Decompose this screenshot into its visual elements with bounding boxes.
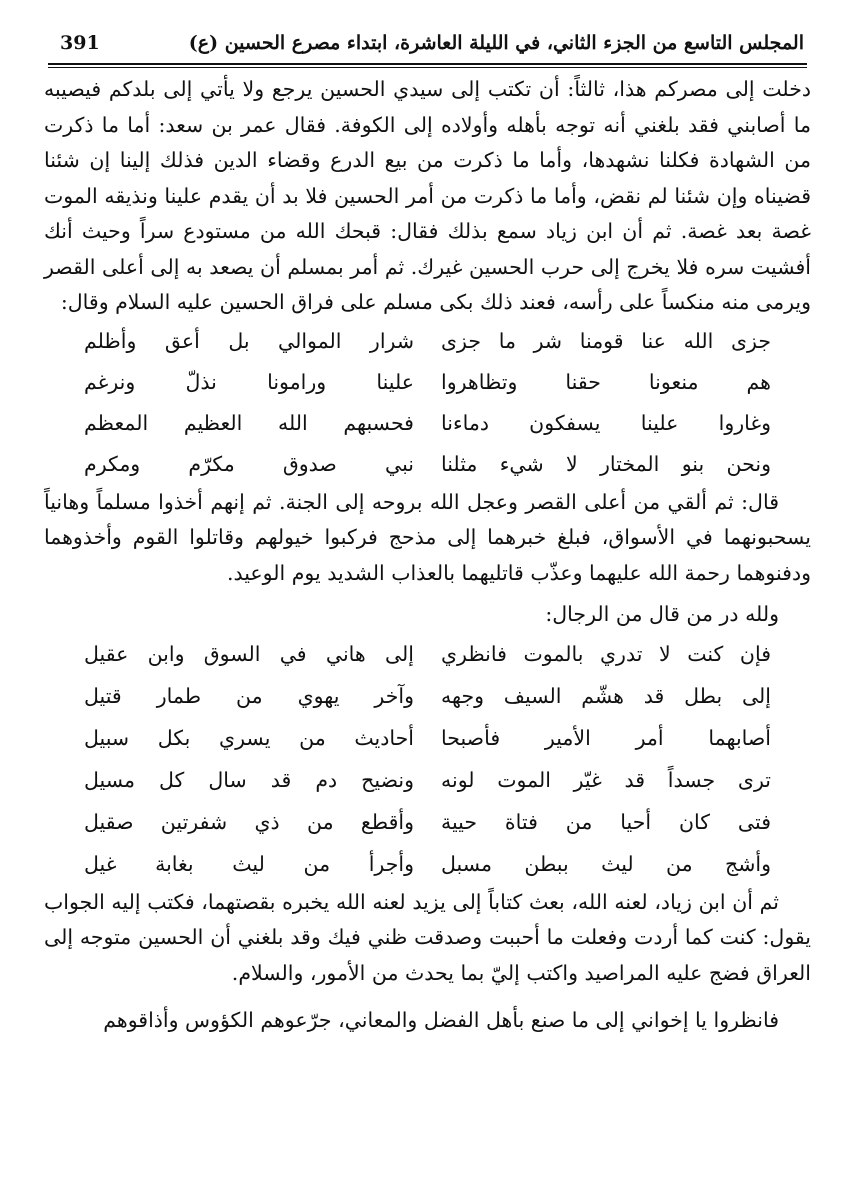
poem-intro: ولله در من قال من الرجال: <box>545 602 779 626</box>
verse-first-hemistich: وأشج من ليث ببطن مسبل <box>441 851 771 876</box>
poem <box>44 633 811 885</box>
verse-first-hemistich: أصابهما أمر الأمير فأصبحا <box>441 725 771 750</box>
verse-second-hemistich: نبي صدوق مكرّم ومكرم <box>84 451 414 476</box>
verse-first-hemistich: فتى كان أحيا من فتاة حيية <box>441 809 771 834</box>
verse-second-hemistich: وأقطع من ذي شفرتين صقيل <box>84 809 414 834</box>
paragraph: قال: ثم ألقي من أعلى القصر وعجل الله بروحه إلى الجنة. ثم إنهم أخذوا مسلماً وهانياً يسحبونهما في الأسواق، فبلغ خبرهما إلى مذحج فركبوا خيولهم وقاتلوا القوم وأخذوهما ودفنوهما رحمة الله عليهما وعذّب قاتليهما بالعذاب الشديد يوم الوعيد. <box>44 489 811 585</box>
paragraph: دخلت إلى مصركم هذا، ثالثاً: أن تكتب إلى سيدي الحسين يرجع ولا يأتي إلى بلدكم فيصيبه ما أصابني فقد بلغني أنه توجه بأهله وأولاده إلى الكوفة. فقال عمر بن سعد: أما ما ذكرت من الشهادة فكلنا نشهدها، وأما ما ذكرت من بيع الدرع وقضاء الدين فذلك إلينا إن شئنا قضيناه وإن شئنا لم نقض، وأما ما ذكرت من أمر الحسين فلا بد أن يقدم علينا ونذيقه الموت غصة بعد غصة. ثم أن ابن زياد سمع بذلك فقال: قبحك الله من مستودع سراً وحيث أنك أفشيت سره فلا يخرج إلى حرب الحسين غيرك. ثم أمر بمسلم أن يصعد به إلى أعلى القصر ويرمى منه منكساً على رأسه، فعند ذلك بكى مسلم على فراق الحسين عليه السلام وقال: <box>44 77 811 314</box>
verse-second-hemistich: ونضيح دم قد سال كل مسيل <box>84 767 414 792</box>
header-rule-thin <box>48 67 807 68</box>
page-header <box>50 30 804 60</box>
verse-second-hemistich: إلى هاني في السوق وابن عقيل <box>84 641 414 666</box>
verse-first-hemistich: وغاروا علينا يسفكون دماءنا <box>441 410 771 435</box>
verse-second-hemistich: علينا ورامونا نذلّ ونرغم <box>84 369 414 394</box>
verse-line <box>44 321 811 362</box>
poem <box>44 321 811 485</box>
verse-line <box>44 717 811 759</box>
page-body <box>44 72 811 1039</box>
verse-first-hemistich: ترى جسداً قد غيّر الموت لونه <box>441 767 771 792</box>
verse-line <box>44 362 811 403</box>
verse-line <box>44 675 811 717</box>
verse-line <box>44 403 811 444</box>
running-title: المجلس التاسع من الجزء الثاني، في الليلة العاشرة، ابتداء مصرع الحسين (ع) <box>188 32 804 54</box>
header-rule-thick <box>48 63 807 65</box>
paragraph: فانظروا يا إخواني إلى ما صنع بأهل الفضل والمعاني، جرّعوهم الكؤوس وأذاقوهم <box>103 1008 779 1032</box>
verse-first-hemistich: فإن كنت لا تدري بالموت فانظري <box>441 641 771 666</box>
page-number: 391 <box>60 32 100 54</box>
verse-line <box>44 759 811 801</box>
verse-second-hemistich: وآخر يهوي من طمار قتيل <box>84 683 414 708</box>
verse-first-hemistich: جزى الله عنا قومنا شر ما جزى <box>441 328 771 353</box>
verse-first-hemistich: إلى بطل قد هشّم السيف وجهه <box>441 683 771 708</box>
verse-second-hemistich: شرار الموالي بل أعق وأظلم <box>84 328 414 353</box>
paragraph: ثم أن ابن زياد، لعنه الله، بعث كتاباً إلى يزيد لعنه الله يخبره بقصتهما، فكتب إليه الجواب يقول: كنت كما أردت وفعلت ما أحببت وصدقت ظني فيك وقد بلغني أن الحسين متوجه إلى العراق فضج عليه المراصيد واكتب إليّ بما يحدث من الأمور، والسلام. <box>44 889 811 985</box>
verse-second-hemistich: أحاديث من يسري بكل سبيل <box>84 725 414 750</box>
verse-first-hemistich: ونحن بنو المختار لا شيء مثلنا <box>441 451 771 476</box>
verse-line <box>44 843 811 885</box>
verse-second-hemistich: فحسبهم الله العظيم المعظم <box>84 410 414 435</box>
verse-line <box>44 633 811 675</box>
verse-first-hemistich: هم منعونا حقنا وتظاهروا <box>441 369 771 394</box>
verse-line <box>44 444 811 485</box>
verse-second-hemistich: وأجرأ من ليث بغابة غيل <box>84 851 414 876</box>
verse-line <box>44 801 811 843</box>
